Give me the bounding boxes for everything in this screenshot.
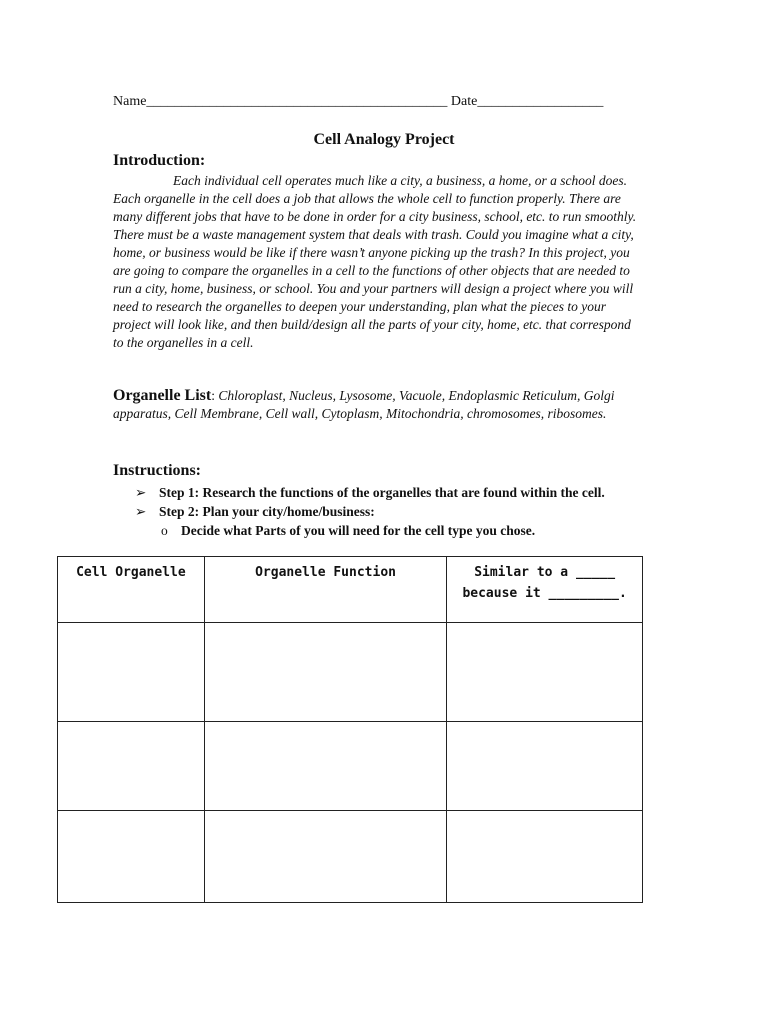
table-cell-function[interactable] (204, 811, 447, 903)
table-cell-organelle[interactable] (58, 811, 205, 903)
arrow-bullet-icon: ➢ (135, 504, 147, 519)
introduction-text (113, 172, 643, 352)
step-1 (135, 484, 635, 501)
introduction-heading: Introduction: (113, 152, 206, 169)
table-cell-similar[interactable] (447, 811, 643, 903)
introduction-paragraph: Each individual cell operates much like a city, a business, a home, or a school does. Each organelle in the cell does a job that allows the whole cell to function properly. There are many different jobs that have to be done in order for a city business, school, etc. to run smoothly. There must be a waste management system that deals with trash. Could you imagine what a city, home, or business would be like if there wasn’t anyone picking up the trash? In this project, you are going to compare the organelles in a cell to the functions of other objects that are needed to run a city, home, business, or school. You and your partners will design a project where you will need to research the organelles to deepen your understanding, plan what the pieces to your project will look like, and then build/design all the parts of your city, home, etc. that correspond to the organelles in a cell. (113, 173, 637, 350)
col-cell-organelle-header: Cell Organelle (58, 557, 205, 623)
similar-to-label: Similar to a _____ (474, 565, 616, 580)
step-2-substep-text: Decide what Parts of you will need for the cell type you chose. (181, 523, 536, 538)
organelle-list-text: Chloroplast, Nucleus, Lysosome, Vacuole, Endoplasmic Reticulum, Golgi apparatus, Cell Membrane, Cell wall, Cytoplasm, Mitochondria, chromosomes, ribosomes. (113, 388, 615, 421)
table-cell-similar[interactable] (447, 623, 643, 722)
table-header-row (58, 557, 643, 623)
step-2-text: Step 2: Plan your city/home/business: (159, 504, 375, 519)
table-cell-function[interactable] (204, 722, 447, 811)
instructions-steps (135, 484, 635, 539)
name-date-line[interactable]: Name___________________________________________ Date__________________ (113, 94, 604, 109)
table-cell-organelle[interactable] (58, 623, 205, 722)
table-cell-function[interactable] (204, 623, 447, 722)
page-title: Cell Analogy Project (313, 131, 455, 148)
step-2-substep (135, 522, 635, 539)
table-row (58, 623, 643, 722)
col-similar-to-header (447, 557, 643, 623)
step-2 (135, 503, 635, 520)
organelle-list-colon: : (211, 388, 219, 403)
organelle-table (57, 556, 643, 903)
instructions-heading: Instructions: (113, 462, 202, 479)
organelle-list (113, 387, 643, 423)
arrow-bullet-icon: ➢ (135, 485, 147, 500)
step-1-text: Step 1: Research the functions of the organelles that are found within the cell. (159, 485, 605, 500)
table-row (58, 811, 643, 903)
col-organelle-function-header: Organelle Function (204, 557, 447, 623)
because-it-label: because it _________. (462, 586, 627, 601)
table-cell-organelle[interactable] (58, 722, 205, 811)
table-row (58, 722, 643, 811)
circle-bullet-icon: o (161, 523, 168, 538)
table-cell-similar[interactable] (447, 722, 643, 811)
organelle-list-label: Organelle List (113, 387, 212, 404)
